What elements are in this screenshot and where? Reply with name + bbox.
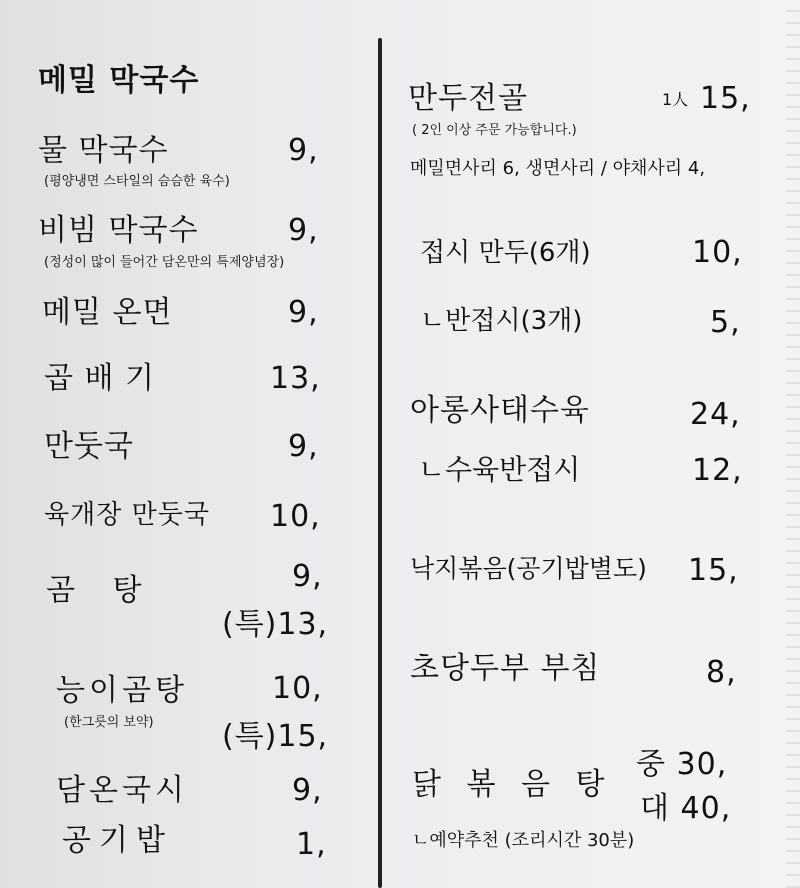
menu-item-price: 9, (292, 559, 323, 594)
menu-item-name: 공기밥 (62, 823, 173, 858)
menu-item-name: ㄴ수육반접시 (418, 453, 581, 486)
menu-item-price-special: (특)15, (222, 719, 329, 754)
jeongol-note: ( 2인 이상 주문 가능합니다.) (412, 123, 577, 138)
dakbokkeum-large-price: 대 40, (640, 791, 732, 826)
menu-item-name: 능이곰탕 (56, 673, 188, 708)
column-divider (378, 38, 382, 888)
dakbokkeum-note: ㄴ예약추천 (조리시간 30분) (412, 830, 635, 851)
menu-item-name: 초당두부 부침 (410, 651, 601, 686)
menu-item-price: 10, (692, 235, 743, 270)
menu-item-price: 10, (270, 499, 321, 534)
menu-item-name: 메밀 온면 (42, 295, 173, 330)
jeongol-unit: 1人 (662, 90, 689, 109)
menu-item-name: 낙지볶음(공기밥별도) (410, 554, 647, 583)
section-title: 메밀 막국수 (38, 63, 200, 98)
menu-item-name: 곰 탕 (46, 573, 156, 608)
menu-item-note: (한그릇의 보약) (64, 715, 154, 730)
menu-item-price: 9, (288, 295, 319, 330)
menu-item-price: 12, (692, 453, 743, 488)
menu-item-price: 9, (288, 133, 319, 168)
menu-item-price: 9, (292, 773, 323, 808)
menu-item-price: 1, (296, 827, 327, 862)
menu-item-price-special: (특)13, (222, 607, 329, 642)
jeongol-extras: 메밀면사리 6, 생면사리 / 야채사리 4, (410, 158, 706, 179)
menu-item-price: 9, (288, 429, 319, 464)
menu-item-name: 육개장 만둣국 (44, 500, 210, 530)
jeongol-price: 15, (700, 81, 751, 116)
menu-item-name: 물 막국수 (38, 133, 169, 168)
dakbokkeum-name: 닭 볶 음 탕 (412, 767, 613, 802)
menu-item-name: ㄴ반접시(3개) (420, 306, 583, 336)
menu-item-name: 담온국시 (56, 773, 188, 808)
jeongol-name: 만두전골 (408, 81, 528, 116)
menu-item-price: 8, (706, 655, 737, 690)
menu-item-note: (평양냉면 스타일의 슴슴한 육수) (44, 174, 230, 189)
menu-item-price: 15, (688, 553, 739, 588)
menu-item-price: 5, (710, 305, 741, 340)
dakbokkeum-medium-price: 중 30, (636, 747, 728, 782)
menu-item-price: 9, (288, 213, 319, 248)
menu-item-note: (정성이 많이 들어간 담온만의 특제양념장) (44, 255, 285, 270)
menu-item-name: 곱 배 기 (44, 361, 156, 396)
menu-item-price: 10, (272, 671, 323, 706)
menu-item-name: 만둣국 (44, 429, 134, 464)
menu-item-price: 13, (270, 361, 321, 396)
board-edge (786, 0, 800, 888)
menu-item-price: 24, (690, 397, 741, 432)
menu-item-name: 접시 만두(6개) (420, 238, 591, 268)
menu-item-name: 아롱사태수육 (410, 393, 590, 428)
menu-item-name: 비빔 막국수 (38, 213, 199, 248)
